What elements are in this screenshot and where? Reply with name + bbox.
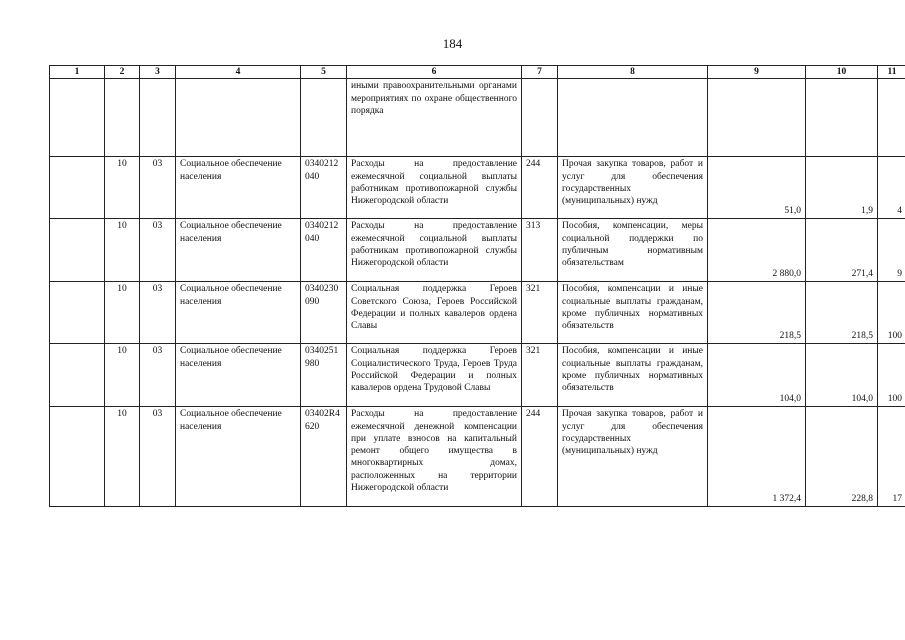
section-name: Социальное обеспечение населения	[176, 219, 301, 282]
expense-type-name: Пособия, компенсации и иные социальные выплаты гражданам, кроме публичных нормативных обязательств	[558, 282, 708, 344]
subsection-code	[140, 79, 176, 157]
subsection-code: 03	[140, 282, 176, 344]
header-row	[50, 66, 905, 79]
execution-percent: 4	[878, 157, 905, 219]
section-name: Социальное обеспечение населения	[176, 407, 301, 507]
expense-type-code: 321	[522, 282, 558, 344]
expense-description: Расходы на предоставление ежемесячной социальной выплаты работникам противопожарной службы Нижегородской области	[347, 157, 522, 219]
budget-table	[49, 65, 905, 507]
col1-cell	[50, 79, 105, 157]
expense-description: Расходы на предоставление ежемесячной социальной выплаты работникам противопожарной службы Нижегородской области	[347, 219, 522, 282]
table-row	[50, 157, 905, 219]
subsection-code: 03	[140, 344, 176, 407]
column-header: 2	[105, 66, 140, 79]
section-name	[176, 79, 301, 157]
expense-type-name: Прочая закупка товаров, работ и услуг для обеспечения государственных (муниципальных) нужд	[558, 407, 708, 507]
col1-cell	[50, 407, 105, 507]
execution-percent: 17	[878, 407, 905, 507]
section-code: 10	[105, 219, 140, 282]
col1-cell	[50, 282, 105, 344]
target-article-code: 0340212040	[301, 157, 347, 219]
column-header: 9	[708, 66, 806, 79]
actual-amount	[806, 79, 878, 157]
planned-amount: 218,5	[708, 282, 806, 344]
actual-amount: 228,8	[806, 407, 878, 507]
planned-amount	[708, 79, 806, 157]
planned-amount: 1 372,4	[708, 407, 806, 507]
table-row	[50, 219, 905, 282]
subsection-code: 03	[140, 157, 176, 219]
actual-amount: 218,5	[806, 282, 878, 344]
execution-percent: 100	[878, 344, 905, 407]
expense-type-code: 313	[522, 219, 558, 282]
expense-description: Социальная поддержка Героев Советского Союза, Героев Российской Федерации и полных кавалеров ордена Славы	[347, 282, 522, 344]
expense-type-name	[558, 79, 708, 157]
section-code: 10	[105, 157, 140, 219]
expense-type-code: 244	[522, 407, 558, 507]
expense-type-code	[522, 79, 558, 157]
column-header: 1	[50, 66, 105, 79]
target-article-code: 0340230090	[301, 282, 347, 344]
execution-percent	[878, 79, 905, 157]
target-article-code	[301, 79, 347, 157]
target-article-code: 0340251980	[301, 344, 347, 407]
expense-description: иными правоохранительными органами мероприятиях по охране общественного порядка	[347, 79, 522, 157]
actual-amount: 104,0	[806, 344, 878, 407]
column-header: 11	[878, 66, 905, 79]
expense-description: Социальная поддержка Героев Социалистического Труда, Героев Труда Российской Федерации и полных кавалеров ордена Трудовой Славы	[347, 344, 522, 407]
table-row	[50, 407, 905, 507]
column-header: 7	[522, 66, 558, 79]
column-header: 3	[140, 66, 176, 79]
target-article-code: 03402R4620	[301, 407, 347, 507]
page-number: 184	[442, 36, 463, 51]
col1-cell	[50, 219, 105, 282]
table-row	[50, 344, 905, 407]
subsection-code: 03	[140, 219, 176, 282]
section-name: Социальное обеспечение населения	[176, 282, 301, 344]
expense-type-code: 244	[522, 157, 558, 219]
col1-cell	[50, 157, 105, 219]
column-header: 4	[176, 66, 301, 79]
expense-type-code: 321	[522, 344, 558, 407]
section-code: 10	[105, 282, 140, 344]
execution-percent: 9	[878, 219, 905, 282]
column-header: 8	[558, 66, 708, 79]
column-header: 6	[347, 66, 522, 79]
table-row	[50, 79, 905, 157]
expense-type-name: Прочая закупка товаров, работ и услуг для обеспечения государственных (муниципальных) нужд	[558, 157, 708, 219]
actual-amount: 1,9	[806, 157, 878, 219]
subsection-code: 03	[140, 407, 176, 507]
expense-type-name: Пособия, компенсации, меры социальной поддержки по публичным нормативным обязательствам	[558, 219, 708, 282]
section-code: 10	[105, 344, 140, 407]
planned-amount: 51,0	[708, 157, 806, 219]
target-article-code: 0340212040	[301, 219, 347, 282]
table-row	[50, 282, 905, 344]
section-name: Социальное обеспечение населения	[176, 157, 301, 219]
expense-description: Расходы на предоставление ежемесячной денежной компенсации при уплате взносов на капитальный ремонт общего имущества в многоквартирных домах, расположенных на территории Нижегородской области	[347, 407, 522, 507]
column-header: 10	[806, 66, 878, 79]
expense-type-name: Пособия, компенсации и иные социальные выплаты гражданам, кроме публичных нормативных обязательств	[558, 344, 708, 407]
actual-amount: 271,4	[806, 219, 878, 282]
planned-amount: 104,0	[708, 344, 806, 407]
column-header: 5	[301, 66, 347, 79]
section-name: Социальное обеспечение населения	[176, 344, 301, 407]
section-code	[105, 79, 140, 157]
execution-percent: 100	[878, 282, 905, 344]
section-code: 10	[105, 407, 140, 507]
col1-cell	[50, 344, 105, 407]
planned-amount: 2 880,0	[708, 219, 806, 282]
